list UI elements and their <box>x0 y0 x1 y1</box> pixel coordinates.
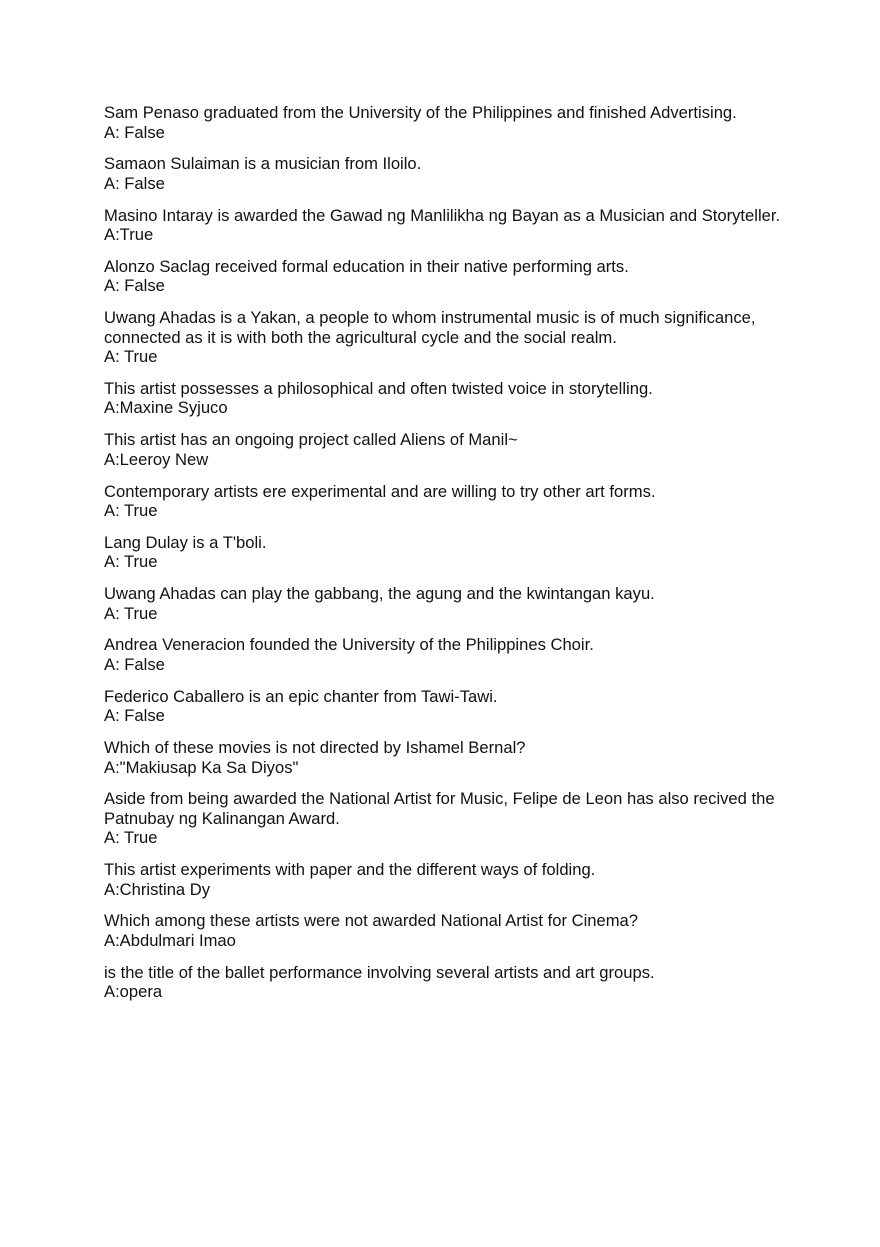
list-item <box>104 789 794 848</box>
list-item <box>104 257 794 296</box>
list-item <box>104 687 794 726</box>
question-text: Federico Caballero is an epic chanter from Tawi-Tawi. <box>104 686 498 706</box>
list-item <box>104 379 794 418</box>
question-text: This artist possesses a philosophical and often twisted voice in storytelling. <box>104 378 653 398</box>
list-item <box>104 533 794 572</box>
list-item <box>104 430 794 469</box>
answer-text: A: True <box>104 501 158 521</box>
question-text: Contemporary artists ere experimental and are willing to try other art forms. <box>104 481 656 501</box>
list-item <box>104 584 794 623</box>
answer-text: A: False <box>104 173 165 193</box>
answer-text: A: True <box>104 603 158 623</box>
question-text: Lang Dulay is a T'boli. <box>104 532 267 552</box>
list-item <box>104 308 794 367</box>
list-item <box>104 635 794 674</box>
list-item <box>104 911 794 950</box>
question-text: Samaon Sulaiman is a musician from Iloilo. <box>104 154 422 174</box>
question-text: Aside from being awarded the National Artist for Music, Felipe de Leon has also recived the Patnubay ng Kalinangan Award. <box>104 789 775 828</box>
list-item <box>104 103 794 142</box>
answer-text: A:True <box>104 225 154 245</box>
question-answer-list <box>104 103 794 1014</box>
question-text: Uwang Ahadas can play the gabbang, the agung and the kwintangan kayu. <box>104 584 655 604</box>
answer-text: A: True <box>104 828 158 848</box>
list-item <box>104 860 794 899</box>
question-text: This artist has an ongoing project called Aliens of Manil~ <box>104 430 518 450</box>
list-item <box>104 154 794 193</box>
answer-text: A:Maxine Syjuco <box>104 398 228 418</box>
answer-text: A: False <box>104 122 165 142</box>
question-text: Uwang Ahadas is a Yakan, a people to whom instrumental music is of much significance, connected as it is with both the agricultural cycle and the social realm. <box>104 308 756 347</box>
list-item <box>104 963 794 1002</box>
list-item <box>104 482 794 521</box>
answer-text: A: False <box>104 706 165 726</box>
answer-text: A:Christina Dy <box>104 879 211 899</box>
answer-text: A: False <box>104 654 165 674</box>
question-text: Alonzo Saclag received formal education in their native performing arts. <box>104 256 629 276</box>
answer-text: A: True <box>104 552 158 572</box>
answer-text: A: True <box>104 347 158 367</box>
question-text: Which among these artists were not awarded National Artist for Cinema? <box>104 911 639 931</box>
list-item <box>104 206 794 245</box>
answer-text: A:opera <box>104 982 163 1002</box>
question-text: Masino Intaray is awarded the Gawad ng Manlilikha ng Bayan as a Musician and Storyteller. <box>104 205 781 225</box>
answer-text: A: False <box>104 276 165 296</box>
question-text: Andrea Veneracion founded the University of the Philippines Choir. <box>104 635 594 655</box>
question-text: Which of these movies is not directed by Ishamel Bernal? <box>104 738 526 758</box>
answer-text: A:Abdulmari Imao <box>104 930 236 950</box>
answer-text: A:Leeroy New <box>104 449 209 469</box>
list-item <box>104 738 794 777</box>
answer-text: A:"Makiusap Ka Sa Diyos" <box>104 757 299 777</box>
question-text: This artist experiments with paper and the different ways of folding. <box>104 860 596 880</box>
question-text: Sam Penaso graduated from the University of the Philippines and finished Advertising. <box>104 103 737 122</box>
question-text: is the title of the ballet performance involving several artists and art groups. <box>104 962 655 982</box>
